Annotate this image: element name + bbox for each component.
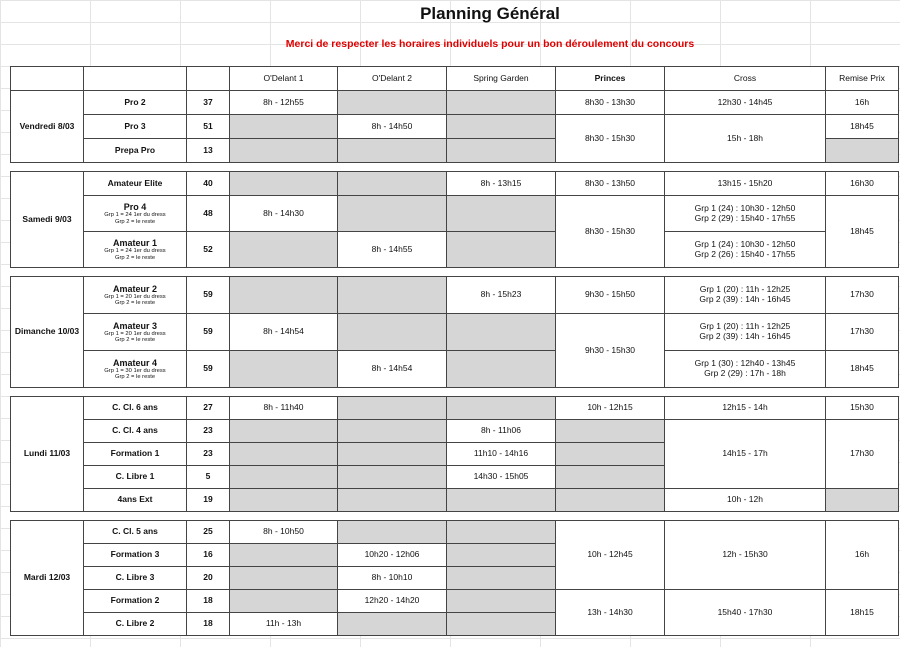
- spacer-row: [11, 512, 899, 521]
- cross-time: [665, 196, 826, 232]
- empty-cell: [230, 466, 338, 489]
- day-mardi: Mardi 12/03: [11, 521, 84, 636]
- cross-group2: Grp 2 (39) : 14h - 16h45: [699, 331, 791, 341]
- cross-time: 13h15 - 15h20: [665, 172, 826, 196]
- empty-cell: [230, 544, 338, 567]
- cross-group2: Grp 2 (29) : 15h40 - 17h55: [694, 212, 796, 223]
- category-cell: Formation 1: [84, 443, 187, 466]
- empty-cell: [230, 443, 338, 466]
- empty-cell: [447, 232, 556, 268]
- table-row: [11, 196, 899, 232]
- table-row: [11, 590, 899, 613]
- remise-time: 16h30: [826, 172, 899, 196]
- cross-group2: Grp 2 (26) : 15h40 - 17h55: [694, 248, 796, 259]
- page-title: Planning Général: [420, 4, 560, 23]
- cross-time: 12h15 - 14h: [665, 397, 826, 420]
- empty-cell: [230, 139, 338, 163]
- cross-time: 14h15 - 17h: [665, 420, 826, 489]
- cross-time: [665, 314, 826, 351]
- header-count: [187, 67, 230, 91]
- odelant1-time: 8h - 12h55: [230, 91, 338, 115]
- count-cell: 20: [187, 567, 230, 590]
- empty-cell: [338, 443, 447, 466]
- category-note: Grp 1 = 30 1er du dress: [104, 367, 166, 374]
- cross-group1: Grp 1 (20) : 11h - 12h25: [699, 321, 791, 332]
- table-row: [11, 489, 899, 512]
- cross-group1: Grp 1 (24) : 10h30 - 12h50: [694, 238, 796, 249]
- cross-time: 12h - 15h30: [665, 521, 826, 590]
- cross-time: [665, 232, 826, 268]
- cross-group1: Grp 1 (20) : 11h - 12h25: [699, 284, 791, 295]
- cross-group1: Grp 1 (24) : 10h30 - 12h50: [694, 202, 796, 213]
- count-cell: 52: [187, 232, 230, 268]
- table-row: [11, 115, 899, 139]
- empty-cell: [826, 489, 899, 512]
- odelant2-time: 8h - 10h10: [338, 567, 447, 590]
- remise-time: 17h30: [826, 314, 899, 351]
- cross-group2: Grp 2 (39) : 14h - 16h45: [699, 294, 791, 304]
- count-cell: 59: [187, 314, 230, 351]
- category-cell: [84, 314, 187, 351]
- spring-time: 8h - 15h23: [447, 277, 556, 314]
- table-row: [11, 314, 899, 351]
- empty-cell: [338, 397, 447, 420]
- category-note: Grp 2 = le reste: [114, 218, 156, 225]
- empty-cell: [447, 314, 556, 351]
- empty-cell: [338, 172, 447, 196]
- count-cell: 18: [187, 590, 230, 613]
- category-cell: C. Cl. 6 ans: [84, 397, 187, 420]
- empty-cell: [556, 443, 665, 466]
- cross-group1: Grp 1 (30) : 12h40 - 13h45: [694, 358, 796, 369]
- remise-time: 17h30: [826, 420, 899, 489]
- category-cell: Amateur Elite: [84, 172, 187, 196]
- princes-time: 10h - 12h15: [556, 397, 665, 420]
- count-cell: 16: [187, 544, 230, 567]
- schedule-table: [10, 66, 899, 636]
- empty-cell: [447, 489, 556, 512]
- remise-time: 16h: [826, 521, 899, 590]
- cross-time: 15h - 18h: [665, 115, 826, 163]
- empty-cell: [230, 232, 338, 268]
- empty-cell: [447, 196, 556, 232]
- remise-time: 18h45: [826, 351, 899, 388]
- day-samedi: Samedi 9/03: [11, 172, 84, 268]
- table-row: [11, 172, 899, 196]
- princes-time: 9h30 - 15h50: [556, 277, 665, 314]
- cross-time: [665, 277, 826, 314]
- odelant1-time: 8h - 11h40: [230, 397, 338, 420]
- header-category: [84, 67, 187, 91]
- empty-cell: [338, 420, 447, 443]
- empty-cell: [338, 466, 447, 489]
- category-cell: C. Libre 1: [84, 466, 187, 489]
- spacer-row: [11, 268, 899, 277]
- day-vendredi: Vendredi 8/03: [11, 91, 84, 163]
- table-row: [11, 397, 899, 420]
- count-cell: 18: [187, 613, 230, 636]
- header-princes: Princes: [556, 67, 665, 91]
- category-cell: [84, 196, 187, 232]
- category-note: Grp 1 = 24 1er du dress: [104, 248, 166, 255]
- table-row: [11, 521, 899, 544]
- category-cell: C. Libre 2: [84, 613, 187, 636]
- category-cell: Pro 3: [84, 115, 187, 139]
- cross-time: [665, 351, 826, 388]
- header-remise-prix: Remise Prix: [826, 67, 899, 91]
- spring-time: 11h10 - 14h16: [447, 443, 556, 466]
- count-cell: 23: [187, 443, 230, 466]
- count-cell: 51: [187, 115, 230, 139]
- odelant1-time: 8h - 14h54: [230, 314, 338, 351]
- category-cell: Prepa Pro: [84, 139, 187, 163]
- odelant2-time: 12h20 - 14h20: [338, 590, 447, 613]
- empty-cell: [556, 489, 665, 512]
- empty-cell: [230, 590, 338, 613]
- empty-cell: [447, 351, 556, 388]
- empty-cell: [447, 613, 556, 636]
- empty-cell: [338, 91, 447, 115]
- princes-time: 8h30 - 15h30: [556, 115, 665, 163]
- category-cell: Formation 3: [84, 544, 187, 567]
- header-odelant1: O'Delant 1: [230, 67, 338, 91]
- category-cell: C. Libre 3: [84, 567, 187, 590]
- empty-cell: [556, 420, 665, 443]
- princes-time: 13h - 14h30: [556, 590, 665, 636]
- header-cross: Cross: [665, 67, 826, 91]
- empty-cell: [230, 277, 338, 314]
- category-cell: [84, 277, 187, 314]
- header-odelant2: O'Delant 2: [338, 67, 447, 91]
- odelant1-time: 11h - 13h: [230, 613, 338, 636]
- category-cell: Formation 2: [84, 590, 187, 613]
- table-row: [11, 232, 899, 268]
- count-cell: 59: [187, 351, 230, 388]
- empty-cell: [230, 567, 338, 590]
- count-cell: 27: [187, 397, 230, 420]
- day-lundi: Lundi 11/03: [11, 397, 84, 512]
- category-cell: 4ans Ext: [84, 489, 187, 512]
- cross-group2: Grp 2 (29) : 17h - 18h: [704, 368, 786, 378]
- empty-cell: [447, 590, 556, 613]
- category-note: Grp 2 = le reste: [114, 374, 156, 381]
- princes-time: 8h30 - 13h50: [556, 172, 665, 196]
- odelant2-time: 8h - 14h50: [338, 115, 447, 139]
- empty-cell: [338, 521, 447, 544]
- table-row: [11, 420, 899, 443]
- cross-time: 10h - 12h: [665, 489, 826, 512]
- odelant1-time: 8h - 10h50: [230, 521, 338, 544]
- category-name: Amateur 3: [112, 320, 157, 331]
- category-cell: C. Cl. 4 ans: [84, 420, 187, 443]
- count-cell: 5: [187, 466, 230, 489]
- remise-time: 15h30: [826, 397, 899, 420]
- empty-cell: [338, 314, 447, 351]
- princes-time: 8h30 - 13h30: [556, 91, 665, 115]
- count-cell: 23: [187, 420, 230, 443]
- empty-cell: [230, 115, 338, 139]
- empty-cell: [447, 567, 556, 590]
- spacer: [11, 163, 899, 172]
- odelant2-time: 10h20 - 12h06: [338, 544, 447, 567]
- count-cell: 48: [187, 196, 230, 232]
- spring-time: 14h30 - 15h05: [447, 466, 556, 489]
- category-name: Amateur 4: [112, 357, 157, 368]
- empty-cell: [338, 139, 447, 163]
- category-note: Grp 2 = le reste: [114, 254, 156, 261]
- empty-cell: [826, 139, 899, 163]
- empty-cell: [447, 521, 556, 544]
- spacer: [11, 388, 899, 397]
- table-row: [11, 91, 899, 115]
- empty-cell: [230, 351, 338, 388]
- spacer-row: [11, 388, 899, 397]
- empty-cell: [447, 91, 556, 115]
- category-cell: [84, 232, 187, 268]
- spacer: [11, 512, 899, 521]
- header-row: [11, 67, 899, 91]
- category-note: Grp 1 = 24 1er du dress: [104, 212, 166, 219]
- category-note: Grp 2 = le reste: [114, 300, 156, 307]
- count-cell: 37: [187, 91, 230, 115]
- count-cell: 40: [187, 172, 230, 196]
- empty-cell: [447, 544, 556, 567]
- header-day: [11, 67, 84, 91]
- empty-cell: [447, 139, 556, 163]
- odelant1-time: 8h - 14h30: [230, 196, 338, 232]
- category-cell: [84, 351, 187, 388]
- empty-cell: [338, 613, 447, 636]
- header-spring-garden: Spring Garden: [447, 67, 556, 91]
- princes-time: 8h30 - 15h30: [556, 196, 665, 268]
- count-cell: 59: [187, 277, 230, 314]
- count-cell: 13: [187, 139, 230, 163]
- table-row: [11, 351, 899, 388]
- count-cell: 19: [187, 489, 230, 512]
- remise-time: 18h45: [826, 196, 899, 268]
- cross-time: 12h30 - 14h45: [665, 91, 826, 115]
- empty-cell: [230, 420, 338, 443]
- category-note: Grp 1 = 20 1er du dress: [104, 293, 166, 300]
- empty-cell: [230, 489, 338, 512]
- empty-cell: [447, 115, 556, 139]
- empty-cell: [338, 277, 447, 314]
- remise-time: 18h15: [826, 590, 899, 636]
- remise-time: 16h: [826, 91, 899, 115]
- category-note: Grp 1 = 20 1er du dress: [104, 330, 166, 337]
- empty-cell: [230, 172, 338, 196]
- remise-time: 17h30: [826, 277, 899, 314]
- category-name: Pro 4: [123, 202, 147, 213]
- category-name: Amateur 2: [112, 283, 157, 294]
- empty-cell: [447, 397, 556, 420]
- category-note: Grp 2 = le reste: [114, 337, 156, 344]
- princes-time: 9h30 - 15h30: [556, 314, 665, 388]
- category-cell: Pro 2: [84, 91, 187, 115]
- count-cell: 25: [187, 521, 230, 544]
- page-subtitle: Merci de respecter les horaires individuels pour un bon déroulement du concours: [285, 38, 695, 50]
- empty-cell: [338, 489, 447, 512]
- category-cell: C. Cl. 5 ans: [84, 521, 187, 544]
- table-row: [11, 277, 899, 314]
- empty-cell: [556, 466, 665, 489]
- remise-time: 18h45: [826, 115, 899, 139]
- odelant2-time: 8h - 14h54: [338, 351, 447, 388]
- princes-time: 10h - 12h45: [556, 521, 665, 590]
- spring-time: 8h - 13h15: [447, 172, 556, 196]
- spacer-row: [11, 163, 899, 172]
- cross-time: 15h40 - 17h30: [665, 590, 826, 636]
- empty-cell: [338, 196, 447, 232]
- day-dimanche: Dimanche 10/03: [11, 277, 84, 388]
- spring-time: 8h - 11h06: [447, 420, 556, 443]
- category-name: Amateur 1: [112, 238, 157, 249]
- spacer: [11, 268, 899, 277]
- odelant2-time: 8h - 14h55: [338, 232, 447, 268]
